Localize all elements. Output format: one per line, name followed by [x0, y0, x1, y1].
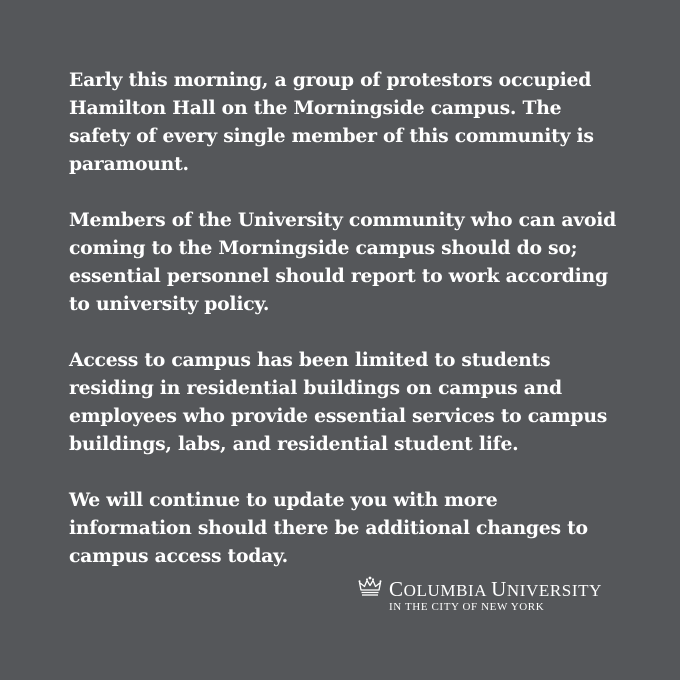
statement-line: to university policy. [69, 293, 270, 315]
statement-line: essential personnel should report to work according [69, 265, 608, 287]
statement-paragraph [69, 206, 629, 318]
logo-word: OLUMBIA [403, 581, 487, 600]
statement-body [69, 66, 629, 598]
statement-line: safety of every single member of this community is [69, 125, 594, 147]
crown-icon [358, 576, 382, 596]
statement-line: paramount. [69, 153, 189, 175]
statement-line: employees who provide essential services to campus [69, 405, 608, 427]
statement-line: buildings, labs, and residential student life. [69, 433, 519, 455]
statement-line: Members of the University community who can avoid [69, 209, 617, 231]
statement-line: Early this morning, a group of protestors occupied [69, 69, 592, 91]
statement-line: Access to campus has been limited to students [69, 349, 551, 371]
logo-tagline: IN THE CITY OF NEW YORK [389, 601, 545, 613]
logo-initial: U [491, 577, 507, 601]
logo-wordmark [389, 577, 602, 602]
statement-line: residing in residential buildings on campus and [69, 377, 562, 399]
statement-paragraph [69, 486, 629, 570]
logo-initial: C [389, 577, 404, 601]
statement-line: coming to the Morningside campus should do so; [69, 237, 578, 259]
statement-line: campus access today. [69, 545, 288, 567]
logo-word: NIVERSITY [506, 581, 602, 600]
statement-line: information should there be additional changes to [69, 517, 588, 539]
statement-line: Hamilton Hall on the Morningside campus. The [69, 97, 562, 119]
statement-paragraph [69, 346, 629, 458]
statement-paragraph [69, 66, 629, 178]
statement-line: We will continue to update you with more [69, 489, 498, 511]
